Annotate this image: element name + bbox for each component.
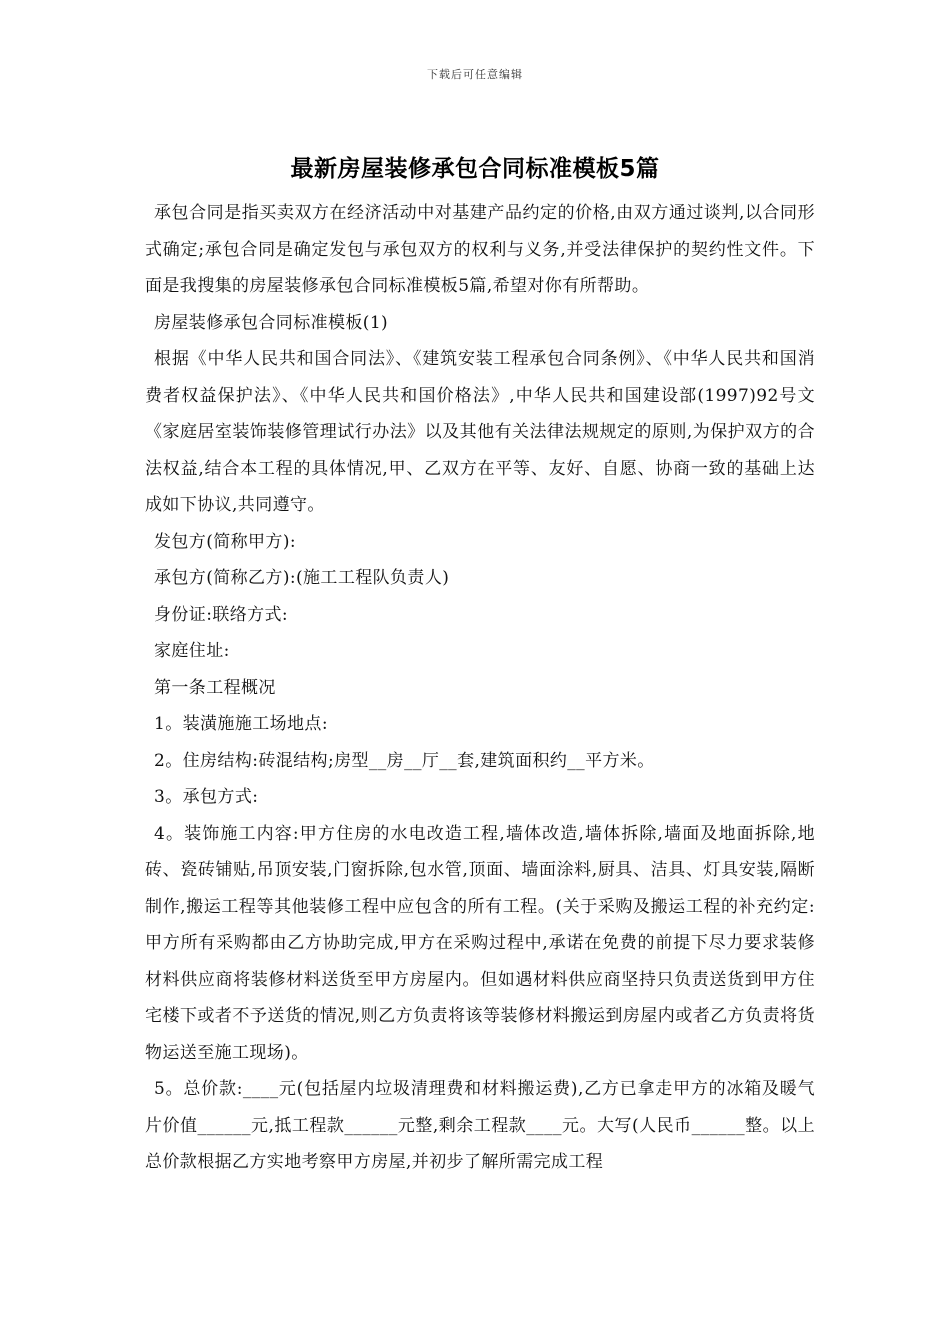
document-body — [145, 195, 815, 1181]
clause-3: 3。承包方式: — [154, 787, 259, 807]
clause-5: 5。总价款:____元(包括屋内垃圾清理费和材料搬运费),乙方已拿走甲方的冰箱及暖气片价值______元,抵工程款______元整,剩余工程款____元。大写(人民币______整。以上总价款根据乙方实地考察甲方房屋,并初步了解所需完成工程 — [145, 1079, 815, 1172]
intro-paragraph: 承包合同是指买卖双方在经济活动中对基建产品约定的价格,由双方通过谈判,以合同形式确定;承包合同是确定发包与承包双方的权利与义务,并受法律保护的契约性文件。下面是我搜集的房屋装修承包合同标准模板5篇,希望对你有所帮助。 — [145, 203, 815, 296]
header-note: 下载后可任意编辑 — [427, 68, 523, 81]
party-b-line: 承包方(简称乙方):(施工工程队负责人) — [154, 568, 450, 588]
address-line: 家庭住址: — [154, 641, 230, 661]
section-heading: 房屋装修承包合同标准模板(1) — [154, 312, 389, 333]
article-heading: 第一条工程概况 — [154, 677, 276, 698]
id-contact-line: 身份证:联络方式: — [154, 604, 289, 625]
party-a-line: 发包方(简称甲方): — [154, 531, 296, 552]
clause-4: 4。装饰施工内容:甲方住房的水电改造工程,墙体改造,墙体拆除,墙面及地面拆除,地砖、瓷砖铺贴,吊顶安装,门窗拆除,包水管,顶面、墙面涂料,厨具、洁具、灯具安装,隔断制作,搬运工程等其他装修工程中应包含的所有工程。(关于采购及搬运工程的补充约定:甲方所有采购都由乙方协助完成,甲方在采购过程中,承诺在免费的前提下尽力要求装修材料供应商将装修材料送货至甲方房屋内。但如遇材料供应商坚持只负责送货到甲方住宅楼下或者不予送货的情况,则乙方负责将该等装修材料搬运到房屋内或者乙方负责将货物运送至施工现场)。 — [145, 823, 815, 1063]
clause-1: 1。装潢施施工场地点: — [154, 714, 328, 734]
document-title: 最新房屋装修承包合同标准模板5篇 — [290, 156, 660, 182]
clause-2: 2。住房结构:砖混结构;房型__房__厅__套,建筑面积约__平方米。 — [154, 750, 655, 771]
preamble-paragraph: 根据《中华人民共和国合同法》、《建筑安装工程承包合同条例》、《中华人民共和国消费者权益保护法》、《中华人民共和国价格法》,中华人民共和国建设部(1997)92号文《家庭居室装饰装修管理试行办法》以及其他有关法律法规规定的原则,为保护双方的合法权益,结合本工程的具体情况,甲、乙双方在平等、友好、自愿、协商一致的基础上达成如下协议,共同遵守。 — [145, 349, 815, 515]
